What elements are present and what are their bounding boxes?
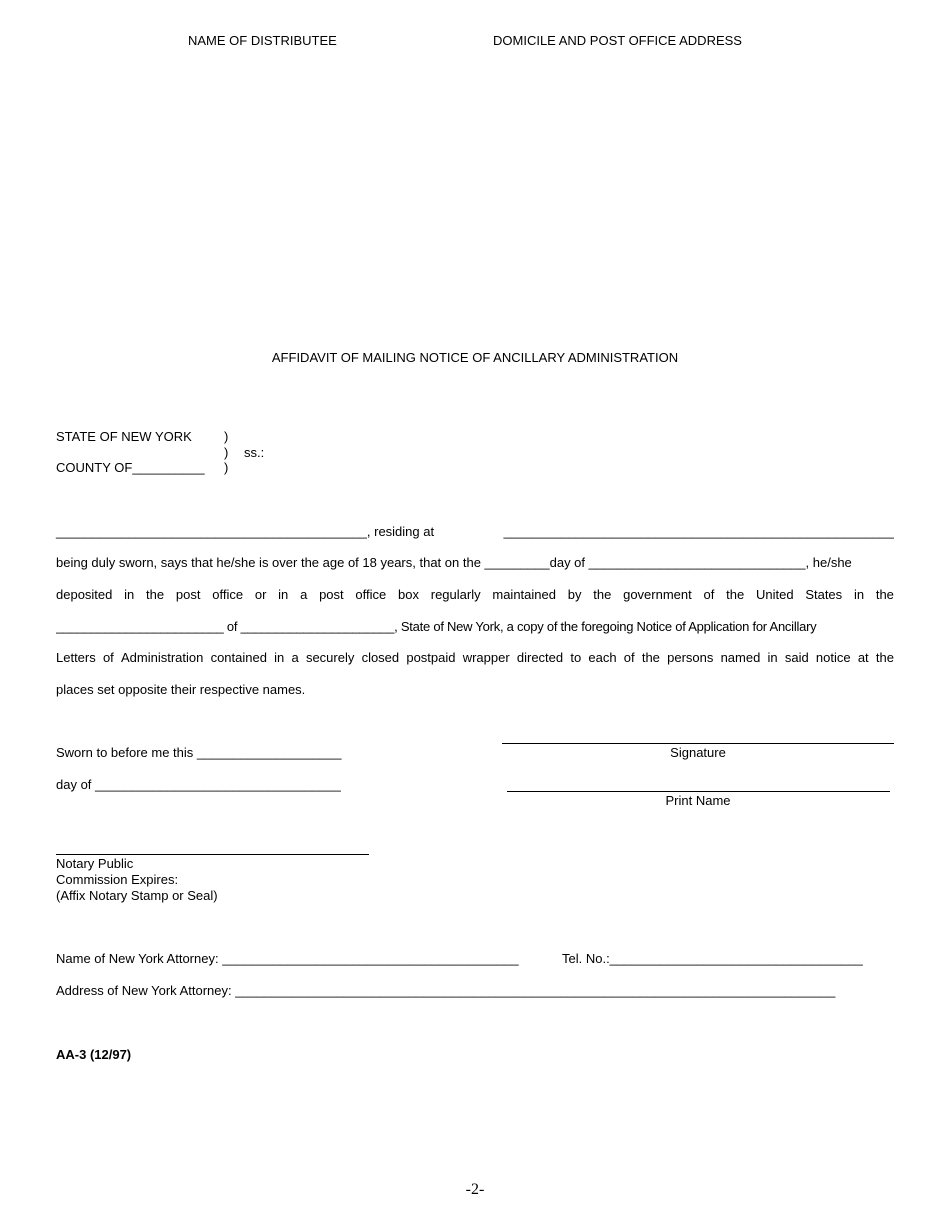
page-number: -2-: [465, 1181, 485, 1198]
body-word: States: [805, 587, 843, 602]
body-word: the: [875, 650, 894, 665]
body-word: box: [398, 587, 419, 602]
body-word: office: [212, 587, 244, 602]
body-word: post: [319, 587, 344, 602]
body-word: post: [175, 587, 201, 602]
body-line-4: ________________________ of ______________________, State of New York, a copy of the foregoing Notice of Application for Ancillary: [56, 619, 817, 634]
body-word: the: [726, 587, 745, 602]
body-word: a: [300, 587, 308, 602]
body-word: United: [755, 587, 794, 602]
print-name-label: Print Name: [665, 793, 731, 808]
body-word: of: [623, 650, 635, 665]
commission-expires: Commission Expires:: [56, 872, 179, 887]
body-word: directed: [516, 650, 564, 665]
body-word: office: [355, 587, 387, 602]
signature-label: Signature: [670, 745, 726, 760]
body-word: maintained: [492, 587, 556, 602]
body-word: a: [291, 650, 299, 665]
attorney-address: Address of New York Attorney: ___________________________________________________________________________________: [56, 983, 836, 998]
body-word: the: [875, 587, 894, 602]
body-word: said: [784, 650, 809, 665]
body-word: in: [124, 587, 135, 602]
header-name-of-distributee: NAME OF DISTRIBUTEE: [188, 33, 337, 48]
venue-paren-2: ): [224, 445, 229, 460]
body-word: in: [278, 587, 289, 602]
form-id: AA-3 (12/97): [56, 1047, 132, 1062]
body-word: named: [720, 650, 761, 665]
body-word: deposited: [56, 587, 113, 602]
body-word: persons: [667, 650, 714, 665]
header-domicile-address: DOMICILE AND POST OFFICE ADDRESS: [493, 33, 742, 48]
body-word: regularly: [430, 587, 481, 602]
body-word: wrapper: [462, 650, 510, 665]
body-word: in: [853, 587, 865, 602]
body-line-1-residence: ______________________________________________________: [503, 524, 894, 539]
affidavit-title: AFFIDAVIT OF MAILING NOTICE OF ANCILLARY ADMINISTRATION: [271, 350, 679, 365]
notary-stamp-note: (Affix Notary Stamp or Seal): [56, 888, 218, 903]
signature-line: [502, 743, 894, 744]
day-of: day of __________________________________: [56, 777, 341, 792]
body-word: notice: [815, 650, 851, 665]
body-word: contained: [210, 650, 267, 665]
body-word: in: [767, 650, 778, 665]
attorney-name: Name of New York Attorney: _________________________________________: [56, 951, 519, 966]
body-word: by: [567, 587, 582, 602]
body-line-1-deponent: ___________________________________________, residing at: [56, 524, 435, 539]
body-line-5: [56, 650, 894, 666]
body-word: Administration: [121, 650, 204, 665]
body-word: government: [623, 587, 692, 602]
body-word: postpaid: [406, 650, 456, 665]
attorney-tel: Tel. No.:___________________________________: [562, 951, 863, 966]
body-line-6: places set opposite their respective names.: [56, 682, 306, 697]
sworn-to-before: Sworn to before me this ____________________: [56, 745, 342, 760]
body-line-2: being duly sworn, says that he/she is over the age of 18 years, that on the _________day of ______________________________, he/she: [56, 555, 852, 570]
venue-county: COUNTY OF__________: [56, 460, 205, 475]
body-word: in: [274, 650, 285, 665]
notary-signature-line: [56, 854, 369, 855]
body-word: the: [146, 587, 165, 602]
print-name-line: [507, 791, 890, 792]
body-word: the: [641, 650, 660, 665]
body-line-3: [56, 587, 894, 603]
body-word: to: [570, 650, 582, 665]
venue-state: STATE OF NEW YORK: [56, 429, 192, 444]
notary-public: Notary Public: [56, 856, 134, 871]
body-word: closed: [361, 650, 400, 665]
body-word: of: [703, 587, 715, 602]
body-word: the: [593, 587, 612, 602]
body-word: each: [588, 650, 617, 665]
body-word: securely: [305, 650, 355, 665]
body-word: or: [254, 587, 267, 602]
body-word: of: [102, 650, 114, 665]
body-word: Letters: [56, 650, 96, 665]
venue-paren-1: ): [224, 429, 229, 444]
venue-ss: ss.:: [244, 445, 265, 460]
body-word: at: [857, 650, 869, 665]
venue-paren-3: ): [224, 460, 229, 475]
